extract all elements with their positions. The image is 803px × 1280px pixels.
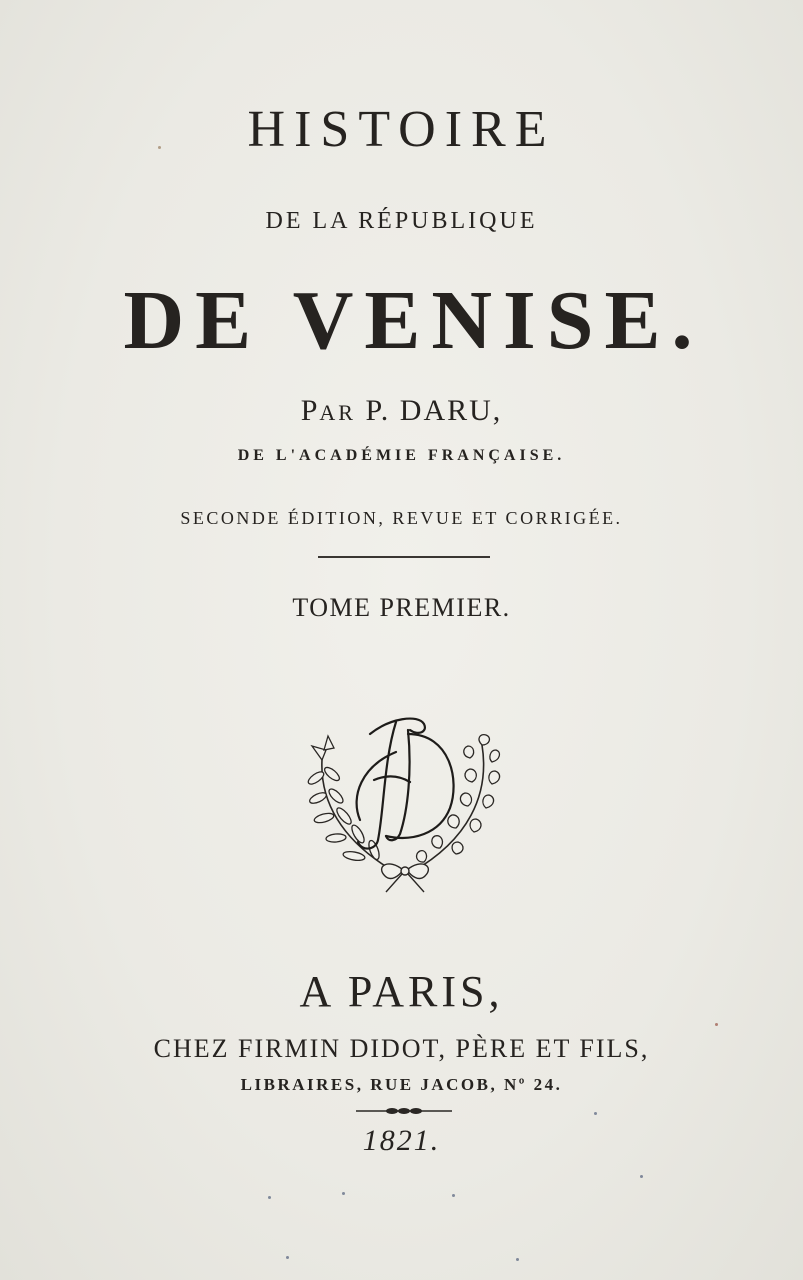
laurel-monogram-emblem-icon xyxy=(300,700,510,900)
paper-speck xyxy=(452,1194,455,1197)
paper-speck xyxy=(268,1196,271,1199)
paper-speck xyxy=(640,1175,643,1178)
author-prefix-initial: P xyxy=(300,394,320,427)
divider-rule xyxy=(318,556,490,558)
paper-speck xyxy=(715,1023,718,1026)
imprint-publisher: CHEZ FIRMIN DIDOT, PÈRE ET FILS, xyxy=(153,1034,650,1063)
title-line-republique: DE LA RÉPUBLIQUE xyxy=(265,208,538,234)
title-line-venise: DE VENISE. xyxy=(123,274,704,367)
paper-speck xyxy=(516,1258,519,1261)
imprint-year: 1821. xyxy=(362,1124,441,1157)
imprint-address: LIBRAIRES, RUE JACOB, Nº 24. xyxy=(240,1075,563,1094)
title-line-histoire: HISTOIRE xyxy=(247,101,556,158)
paper-speck xyxy=(286,1256,289,1259)
author-line xyxy=(0,394,803,428)
imprint-city: A PARIS, xyxy=(299,967,504,1016)
paper-speck xyxy=(158,146,161,149)
author-prefix-rest: AR xyxy=(319,400,356,425)
paper-speck xyxy=(594,1112,597,1115)
volume-label: TOME PREMIER. xyxy=(292,593,511,622)
author-name: P. DARU, xyxy=(365,394,503,427)
paper-speck xyxy=(342,1192,345,1195)
edition-statement: SECONDE ÉDITION, REVUE ET CORRIGÉE. xyxy=(180,508,623,528)
author-affiliation: DE L'ACADÉMIE FRANÇAISE. xyxy=(237,447,566,464)
rule-ornament-icon xyxy=(356,1104,452,1118)
